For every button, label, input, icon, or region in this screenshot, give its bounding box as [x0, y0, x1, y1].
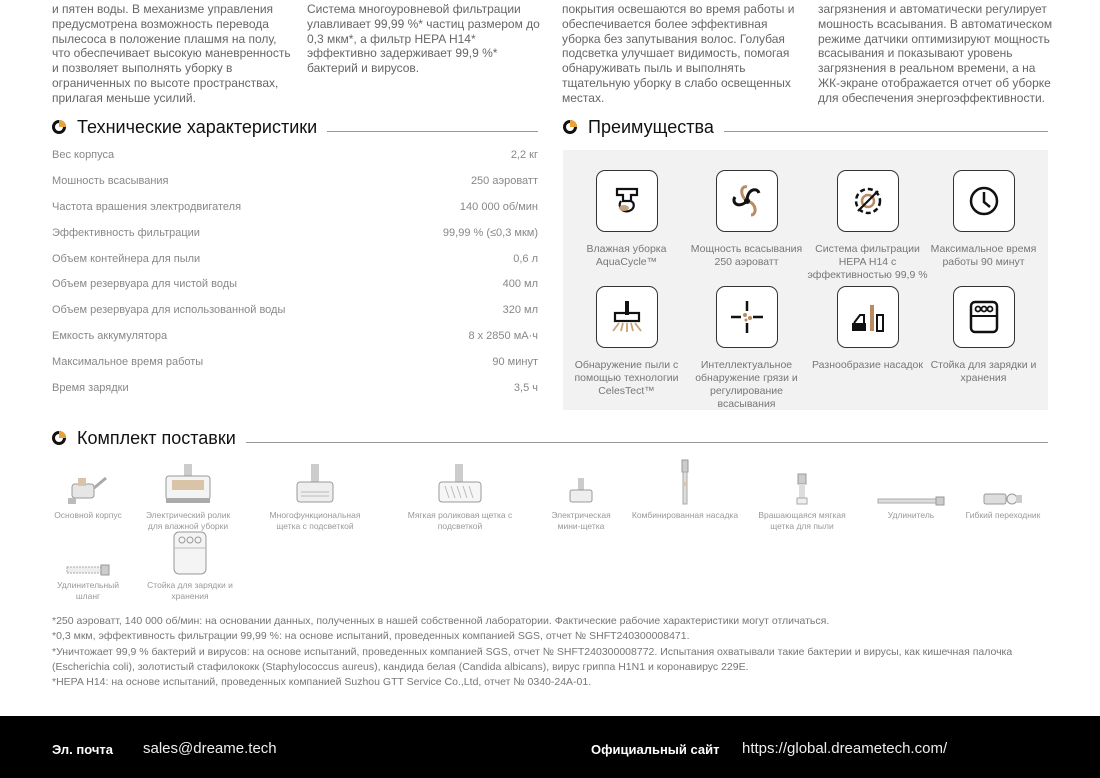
advantage-item — [921, 170, 1046, 269]
kit-item — [138, 458, 238, 531]
spec-value: 3,5 ч — [513, 381, 538, 394]
advantage-item — [684, 170, 809, 269]
spec-row — [52, 168, 538, 194]
clock-icon — [953, 170, 1015, 232]
kit-item — [542, 458, 620, 531]
advantage-label: Разнообразие насадок — [812, 359, 923, 371]
kit-item — [960, 458, 1046, 521]
advantages-panel — [563, 150, 1048, 410]
advantages-title: Преимущества — [588, 116, 714, 137]
footnote: *0,3 мкм, эффективность фильтрации 99,99 %: на основе испытаний, проведенных компанией SGS, отчет № SHFT240300008471. — [52, 630, 690, 643]
spec-label: Максимальное время работы — [52, 356, 204, 369]
kit-item — [50, 458, 126, 521]
kit-item — [626, 458, 744, 521]
specs-table — [52, 142, 538, 401]
spec-label: Частота врашения электродвигателя — [52, 200, 242, 213]
kit-label: Основной корпус — [54, 510, 122, 520]
advantage-label: Обнаружение пыли с помощью технологии CelesTect™ — [574, 359, 679, 397]
spec-row — [52, 375, 538, 401]
kit-item — [866, 458, 956, 521]
spec-row — [52, 271, 538, 297]
kit-item — [404, 458, 516, 531]
combo-nozzle-icon — [626, 458, 744, 506]
spec-row — [52, 246, 538, 272]
flex-adapter-icon — [960, 458, 1046, 506]
intro-text-col-4: загрязнения и автоматически регулирует мошность всасывания. В автоматическом режиме датчики оптимизируют мощность всасывания и показывают уровень загрязнения в реальном времени, а на ЖК-экране отображается отчет об уборке для обеспечения энергоэффективности. — [818, 2, 1053, 105]
spec-label: Объем резервуара для использованной воды — [52, 304, 286, 317]
dust-brush-icon — [750, 458, 854, 506]
bullet-ring-icon — [563, 120, 577, 134]
extension-tube-icon — [866, 458, 956, 506]
spec-label: Емкость аккумулятора — [52, 330, 168, 343]
kit-label: Стойка для зарядки и хранения — [147, 580, 233, 601]
filter-gear-icon — [837, 170, 899, 232]
light-brush-icon — [596, 286, 658, 348]
spec-label: Мошность всасывания — [52, 174, 169, 187]
advantage-label: Максимальное время работы 90 минут — [930, 243, 1037, 268]
spec-label: Время зарядки — [52, 381, 129, 394]
spec-row — [52, 194, 538, 220]
email-link[interactable]: sales@dreame.tech — [143, 740, 277, 757]
kit-label: Удлинитель — [887, 510, 935, 520]
spec-value: 320 мл — [502, 304, 538, 317]
wet-roller-icon — [138, 458, 238, 506]
footnote: *Уничтожает 99,9 % бактерий и вирусов: на основе испытаний, проведенных компанией SGS, отчет № SHFT240300008772. Испытания охватывали такие бактерии и вирусы, как кишечная палочка (Escherichia coli), золотистый стафилококк (Staphylococcus aureus), кандида белая (Candida albicans), вирус гриппа H1N1 и коронавирус 229E. — [52, 645, 1013, 673]
kit-label: Мягкая роликовая щетка с подсветкой — [407, 510, 513, 531]
kit-title: Комплект поставки — [77, 427, 236, 448]
site-link[interactable]: https://global.dreametech.com/ — [742, 740, 948, 757]
kit-label: Многофункциональная щетка с подсветкой — [269, 510, 361, 531]
bullet-ring-icon — [52, 431, 66, 445]
advantage-item — [805, 170, 930, 282]
kit-label: Комбинированная насадка — [631, 510, 739, 520]
email-label: Эл. почта — [52, 742, 114, 757]
specs-title: Технические характеристики — [77, 116, 318, 137]
specs-header — [52, 117, 538, 137]
intro-text-col-1: и пятен воды. В механизме управления предусмотрена возможность перевода пылесоса в положение плашмя на полу, что обеспечивает высокую маневренность и позволяет выполнять уборку в ограниченных по высоте пространствах, прилагая меньше усилий. — [52, 2, 291, 105]
spec-label: Вес корпуса — [52, 148, 115, 161]
kit-item — [750, 458, 854, 531]
spec-label: Объем контейнера для пыли — [52, 252, 201, 265]
spec-row — [52, 297, 538, 323]
dirt-target-icon — [716, 286, 778, 348]
intro-text-col-3: покрытия освешаются во время работы и обеспечивается более эффективная уборка без запутывания волос. Голубая подсветка улучшает видимость, помогая обнаруживать пыль и выполнять тщательную уборку в слабо освещенных местах. — [562, 2, 795, 105]
kit-item — [50, 528, 126, 601]
advantage-label: Влажная уборка AquaCycle™ — [586, 243, 667, 268]
spec-row — [52, 349, 538, 375]
spec-value: 8 x 2850 мА·ч — [468, 330, 538, 343]
footer — [0, 716, 1100, 778]
intro-text-col-2: Система многоуровневой фильтрации улавливает 99,99 %* частиц размером до 0,3 мкм*, а фильтр HEPA H14* эффективно задерживает 99,9 %* бактерий и вирусов. — [307, 2, 540, 76]
spec-value: 400 мл — [502, 278, 538, 291]
kit-label: Гибкий переходник — [965, 510, 1041, 520]
footnote: *HEPA H14: на основе испытаний, проведенных компанией Suzhou GTT Service Co.,Ltd, отчет № 0340-24A-01. — [52, 676, 592, 689]
spec-row — [52, 323, 538, 349]
main-body-icon — [50, 458, 126, 506]
kit-label: Врашающаяся мягкая щетка для пыли — [758, 510, 846, 531]
spec-label: Объем резервуара для чистой воды — [52, 278, 238, 291]
divider — [246, 442, 1048, 443]
suction-fan-icon — [716, 170, 778, 232]
spec-row — [52, 220, 538, 246]
kit-item — [262, 458, 368, 531]
advantage-item — [564, 170, 689, 269]
site-label: Официальный сайт — [591, 742, 720, 757]
kit-label: Электрический ролик для влажной уборки — [145, 510, 231, 531]
advantage-item — [921, 286, 1046, 385]
advantage-label: Интеллектуальное обнаружение грязи и регулирование всасывания — [695, 359, 798, 410]
footnote: *250 аэроватт, 140 000 об/мин: на основании данных, полученных в нашей собственной лаборатории. Фактические рабочие характеристики могут отличаться. — [52, 615, 830, 627]
wet-mop-icon — [596, 170, 658, 232]
advantage-label: Стойка для зарядки и хранения — [930, 359, 1037, 384]
mini-brush-icon — [542, 458, 620, 506]
spec-label: Эффективность фильтрации — [52, 226, 200, 239]
charging-stand-icon — [140, 528, 240, 576]
dock-station-icon — [953, 286, 1015, 348]
extension-hose-icon — [50, 528, 126, 576]
multi-brush-icon — [262, 458, 368, 506]
kit-item — [140, 528, 240, 601]
attachments-icon — [837, 286, 899, 348]
spec-row — [52, 142, 538, 168]
spec-value: 90 минут — [492, 356, 538, 369]
kit-label: Удлинительный шланг — [56, 580, 120, 601]
divider — [724, 131, 1048, 132]
advantage-label: Мощность всасывания 250 аэроватт — [690, 243, 803, 268]
soft-roller-icon — [404, 458, 516, 506]
footnotes — [52, 614, 1072, 690]
advantage-item — [564, 286, 689, 398]
divider — [327, 131, 538, 132]
kit-header — [52, 428, 1048, 448]
spec-value: 140 000 об/мин — [459, 200, 538, 213]
advantage-item — [684, 286, 809, 411]
spec-value: 2,2 кг — [510, 148, 538, 161]
spec-value: 99,99 % (≤0,3 мкм) — [442, 226, 538, 239]
advantage-label: Система фильтрации HEPA H14 с эффективностью 99,9 % — [807, 243, 928, 281]
advantage-item — [805, 286, 930, 372]
advantages-header — [563, 117, 1048, 137]
spec-value: 0,6 л — [513, 252, 538, 265]
kit-label: Электрическая мини-щетка — [551, 510, 611, 531]
spec-value: 250 аэроватт — [470, 174, 538, 187]
bullet-ring-icon — [52, 120, 66, 134]
